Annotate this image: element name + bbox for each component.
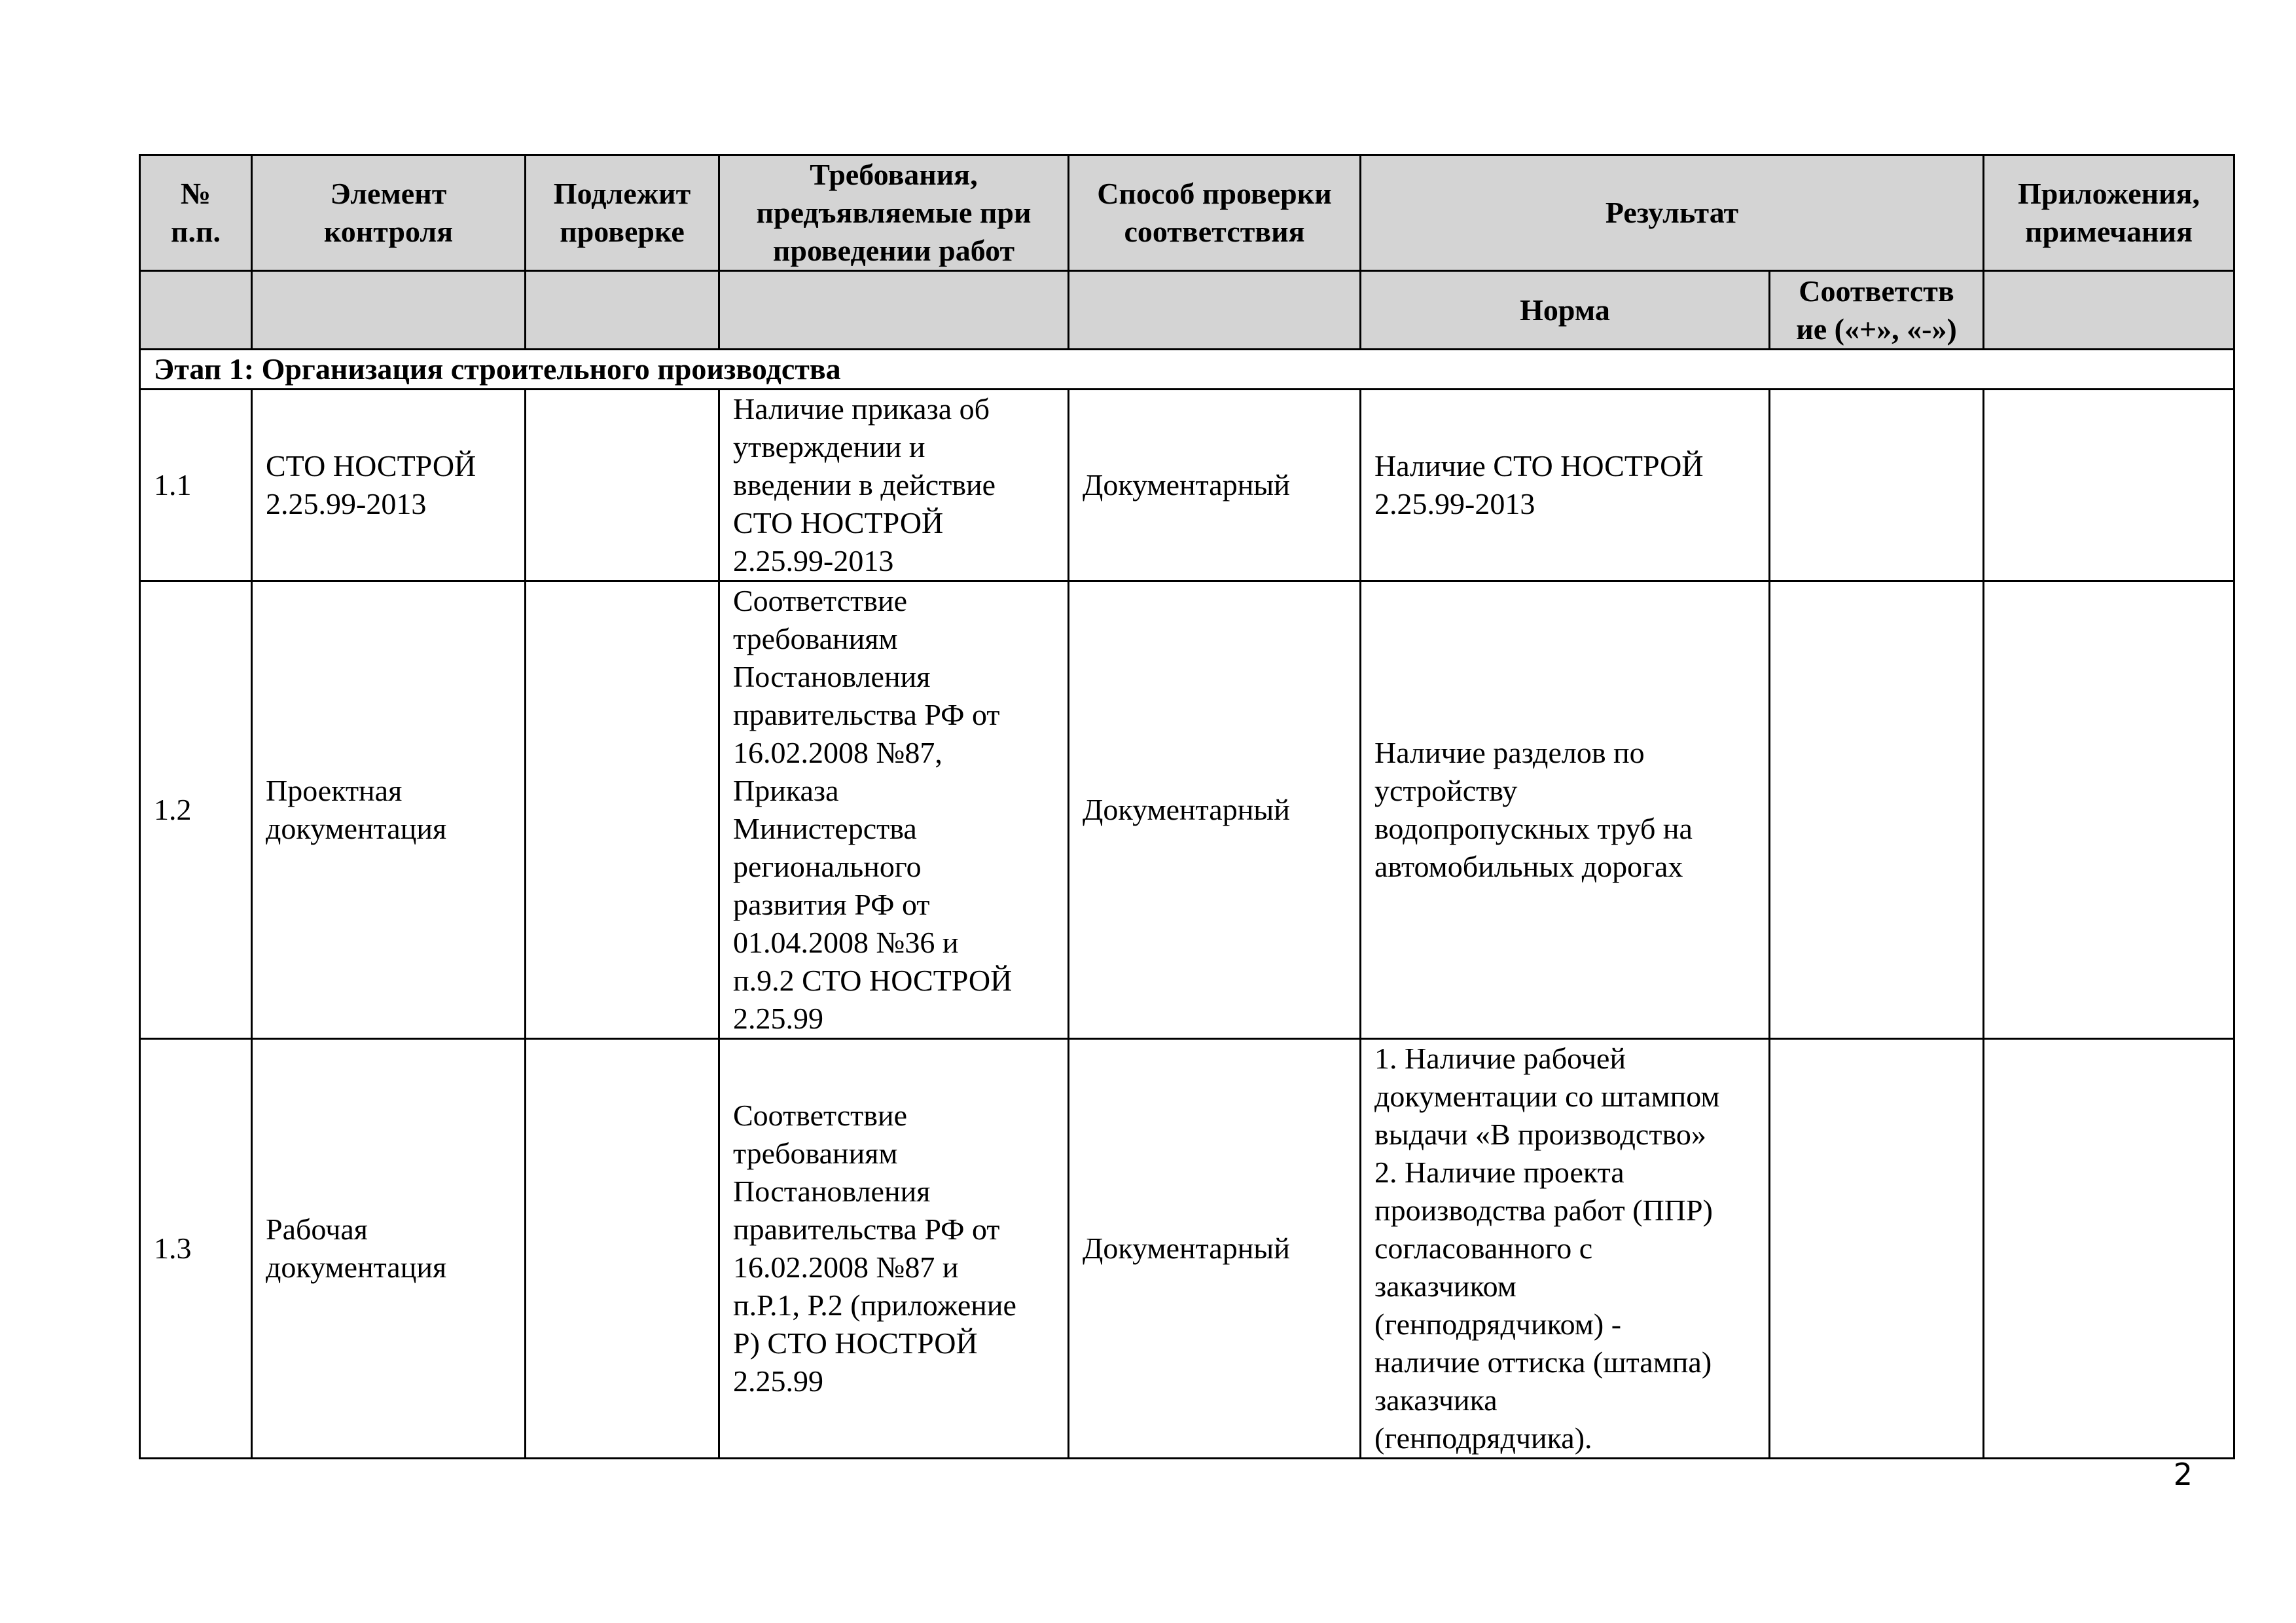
page-number: 2 — [2173, 1457, 2193, 1492]
table-row — [140, 390, 2234, 581]
row-compliance[interactable] — [1770, 581, 1984, 1039]
row-requirements: Соответствие требованиям Постановления правительства РФ от 16.02.2008 №87, Приказа Министерства регионального развития РФ от 01.04.2008 №36 и п.9.2 СТО НОСТРОЙ 2.25.99 — [719, 581, 1069, 1039]
row-compliance[interactable] — [1770, 1039, 1984, 1459]
stage-title: Этап 1: Организация строительного производства — [140, 350, 2234, 390]
table-row — [140, 1039, 2234, 1459]
row-compliance[interactable] — [1770, 390, 1984, 581]
row-subject — [526, 1039, 719, 1459]
row-method: Документарный — [1069, 390, 1361, 581]
header-requirements: Требования, предъявляемые при проведении работ — [719, 155, 1069, 271]
row-norm: Наличие СТО НОСТРОЙ 2.25.99-2013 — [1361, 390, 1770, 581]
row-num: 1.3 — [140, 1039, 252, 1459]
row-subject — [526, 581, 719, 1039]
row-attachments[interactable] — [1984, 390, 2234, 581]
subheader-empty-cell — [1984, 271, 2234, 350]
row-num: 1.2 — [140, 581, 252, 1039]
subheader-empty-cell — [252, 271, 526, 350]
header-row — [140, 155, 2234, 271]
row-requirements: Наличие приказа об утверждении и введении в действие СТО НОСТРОЙ 2.25.99-2013 — [719, 390, 1069, 581]
row-norm: Наличие разделов по устройству водопропускных труб на автомобильных дорогах — [1361, 581, 1770, 1039]
table-row — [140, 581, 2234, 1039]
stage-row — [140, 350, 2234, 390]
header-element: Элемент контроля — [252, 155, 526, 271]
row-attachments[interactable] — [1984, 581, 2234, 1039]
header-norm: Норма — [1361, 271, 1770, 350]
subheader-empty-cell — [719, 271, 1069, 350]
row-element: СТО НОСТРОЙ 2.25.99-2013 — [252, 390, 526, 581]
row-attachments[interactable] — [1984, 1039, 2234, 1459]
row-method: Документарный — [1069, 1039, 1361, 1459]
header-subject: Подлежит проверке — [526, 155, 719, 271]
row-num: 1.1 — [140, 390, 252, 581]
subheader-empty-cell — [140, 271, 252, 350]
row-element: Рабочая документация — [252, 1039, 526, 1459]
subheader-empty-cell — [1069, 271, 1361, 350]
row-requirements: Соответствие требованиям Постановления правительства РФ от 16.02.2008 №87 и п.Р.1, Р.2 (приложение Р) СТО НОСТРОЙ 2.25.99 — [719, 1039, 1069, 1459]
subheader-row — [140, 271, 2234, 350]
row-norm: 1. Наличие рабочей документации со штампом выдачи «В производство» 2. Наличие проекта производства работ (ППР) согласованного с заказчиком (генподрядчиком) - наличие оттиска (штампа) заказчика (генподрядчика). — [1361, 1039, 1770, 1459]
row-element: Проектная документация — [252, 581, 526, 1039]
control-table — [139, 154, 2235, 1459]
header-attachments: Приложения, примечания — [1984, 155, 2234, 271]
header-num: № п.п. — [140, 155, 252, 271]
header-result: Результат — [1361, 155, 1984, 271]
header-compliance: Соответств ие («+», «-») — [1770, 271, 1984, 350]
header-method: Способ проверки соответствия — [1069, 155, 1361, 271]
row-subject — [526, 390, 719, 581]
subheader-empty-cell — [526, 271, 719, 350]
document-page — [139, 154, 2233, 1459]
row-method: Документарный — [1069, 581, 1361, 1039]
